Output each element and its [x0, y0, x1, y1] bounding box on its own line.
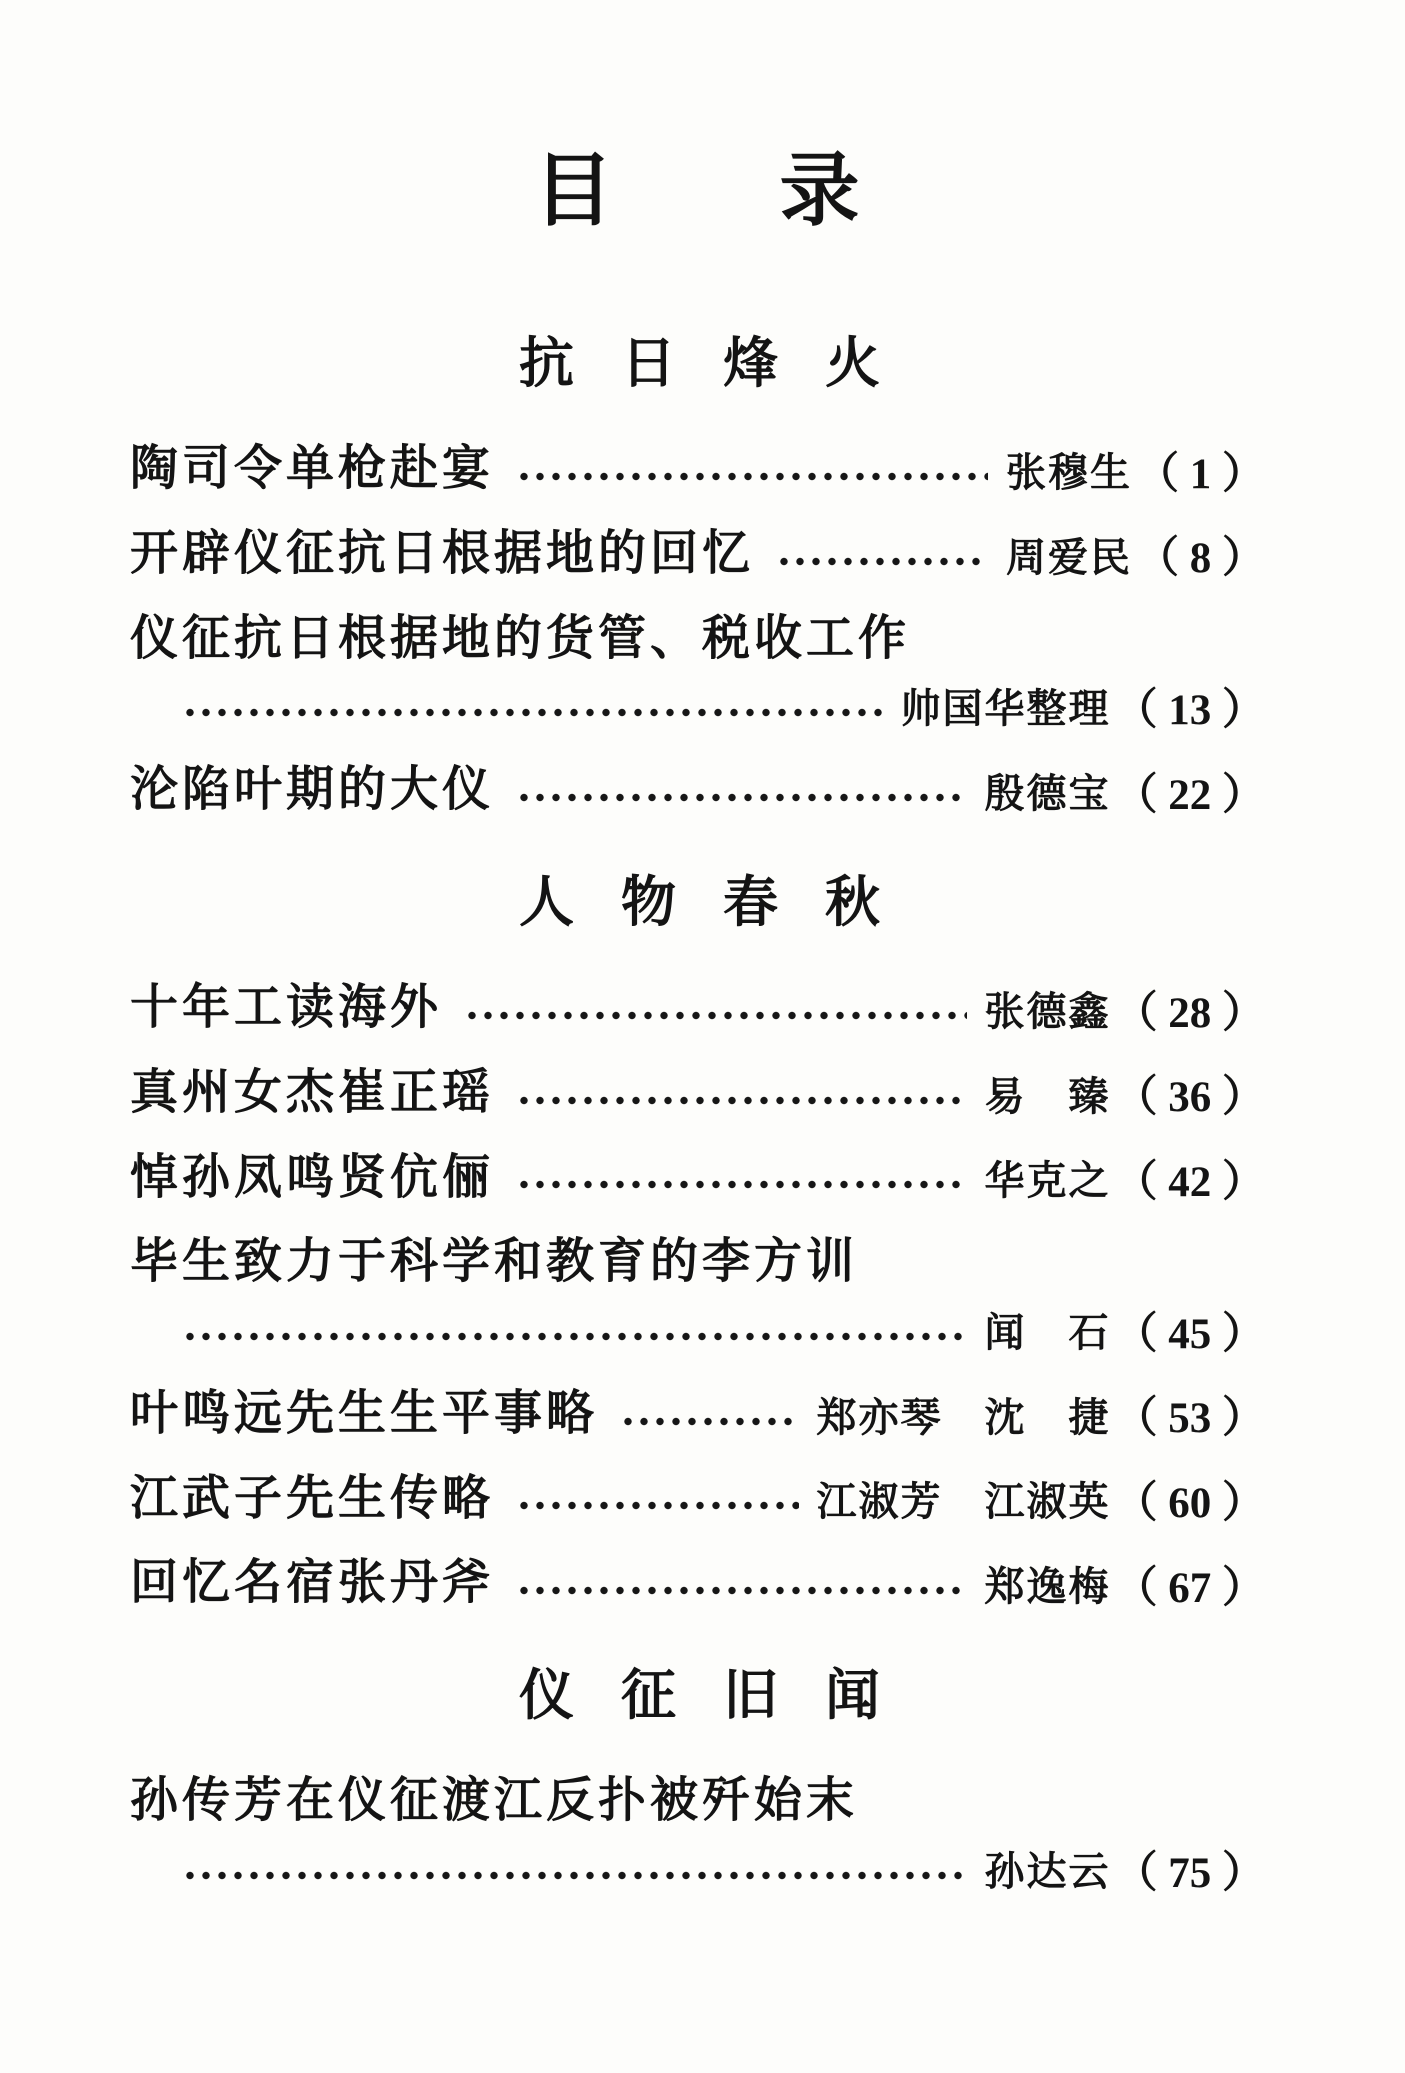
- toc-entry: [130, 611, 1265, 735]
- entry-page-number: （ 67 ）: [1114, 1564, 1265, 1612]
- entry-line: [130, 1065, 1265, 1122]
- entry-authors: 孙达云: [984, 1849, 1111, 1895]
- entry-authors: 易 臻: [984, 1073, 1111, 1119]
- entry-page-number: （ 45 ）: [1114, 1310, 1265, 1358]
- leader-dots: [620, 1415, 798, 1428]
- toc-entry: [130, 1471, 1265, 1528]
- leader-dots: [516, 1178, 966, 1191]
- entry-line: [130, 1471, 1265, 1528]
- entry-title: 沦陷叶期的大仪: [130, 763, 495, 817]
- entry-ref-line: [130, 687, 1265, 734]
- entry-line: [130, 762, 1265, 819]
- entry-authors: 殷德宝: [984, 771, 1111, 817]
- entry-authors: 张穆生: [1006, 449, 1132, 495]
- entry-title-line: [130, 1234, 1265, 1291]
- entry-title: 开辟仪征抗日根据地的回忆: [130, 526, 755, 580]
- entry-page-number: （ 8 ）: [1136, 535, 1265, 583]
- toc-entry: [130, 1386, 1265, 1443]
- leader-dots: [516, 791, 966, 804]
- entry-authors: 郑亦琴 沈 捷: [816, 1394, 1111, 1440]
- toc-entry: [130, 980, 1265, 1037]
- entry-authors: 帅国华整理: [900, 686, 1111, 732]
- entry-title-line: [130, 611, 1265, 668]
- toc-entry: [130, 526, 1265, 583]
- entry-page-number: （ 42 ）: [1114, 1158, 1265, 1206]
- entry-authors: 周爱民: [1006, 534, 1132, 580]
- toc-entry: [130, 762, 1265, 819]
- entry-page-number: （ 53 ）: [1114, 1395, 1265, 1443]
- entry-title: 真州女杰崔正瑶: [130, 1065, 495, 1119]
- entry-authors: 华克之: [984, 1158, 1111, 1204]
- entry-page-number: （ 75 ）: [1114, 1849, 1265, 1897]
- entry-title: 叶鸣远先生生平事略: [130, 1387, 599, 1441]
- entry-title: 陶司令单枪赴宴: [130, 442, 495, 496]
- section-heading: 抗 日 烽 火: [518, 333, 876, 394]
- leader-dots: [516, 1094, 966, 1107]
- entry-title: 孙传芳在仪征渡江反扑被歼始末: [130, 1774, 859, 1828]
- leader-dots: [182, 706, 883, 719]
- entry-title: 回忆名宿张丹斧: [130, 1556, 495, 1610]
- leader-dots: [516, 470, 988, 483]
- entry-title: 毕生致力于科学和教育的李方训: [130, 1235, 859, 1289]
- entry-page-number: （ 60 ）: [1114, 1480, 1265, 1528]
- entry-line: [130, 526, 1265, 583]
- entry-page-number: （ 1 ）: [1136, 450, 1265, 498]
- entry-title: 十年工读海外: [130, 981, 443, 1035]
- entry-line: [130, 1555, 1265, 1612]
- leader-dots: [776, 555, 988, 568]
- entry-title: 仪征抗日根据地的货管、税收工作: [130, 611, 911, 665]
- toc-entry: [130, 1065, 1265, 1122]
- toc-entry: [130, 1773, 1265, 1897]
- section-heading: 人 物 春 秋: [518, 872, 876, 934]
- toc-entry: [130, 1234, 1265, 1358]
- toc-entry: [130, 1150, 1265, 1207]
- entry-page-number: （ 13 ）: [1114, 687, 1265, 735]
- entry-title: 江武子先生传略: [130, 1471, 495, 1525]
- entry-line: [130, 980, 1265, 1037]
- entry-ref-line: [130, 1850, 1265, 1897]
- entry-line: [130, 1386, 1265, 1443]
- entry-page-number: （ 28 ）: [1114, 989, 1265, 1037]
- entry-ref-line: [130, 1311, 1265, 1358]
- leader-dots: [464, 1009, 966, 1022]
- toc-entry: [130, 1555, 1265, 1612]
- entry-authors: 郑逸梅: [984, 1563, 1111, 1609]
- toc-sections: [130, 332, 1265, 1897]
- toc-entry: [130, 441, 1265, 498]
- entry-page-number: （ 36 ）: [1114, 1074, 1265, 1122]
- entry-line: [130, 441, 1265, 498]
- entry-authors: 闻 石: [984, 1310, 1111, 1356]
- entry-authors: 江淑芳 江淑英: [816, 1479, 1111, 1525]
- entry-title-line: [130, 1773, 1265, 1830]
- leader-dots: [516, 1584, 966, 1597]
- entry-authors: 张德鑫: [984, 988, 1111, 1034]
- leader-dots: [182, 1869, 967, 1882]
- entry-line: [130, 1150, 1265, 1207]
- leader-dots: [182, 1330, 967, 1343]
- page-title: 目 录: [533, 148, 862, 236]
- entry-title: 悼孙凤鸣贤伉俪: [130, 1150, 495, 1204]
- section-heading: 仪 征 旧 闻: [518, 1664, 876, 1726]
- leader-dots: [516, 1499, 798, 1512]
- entry-page-number: （ 22 ）: [1114, 771, 1265, 819]
